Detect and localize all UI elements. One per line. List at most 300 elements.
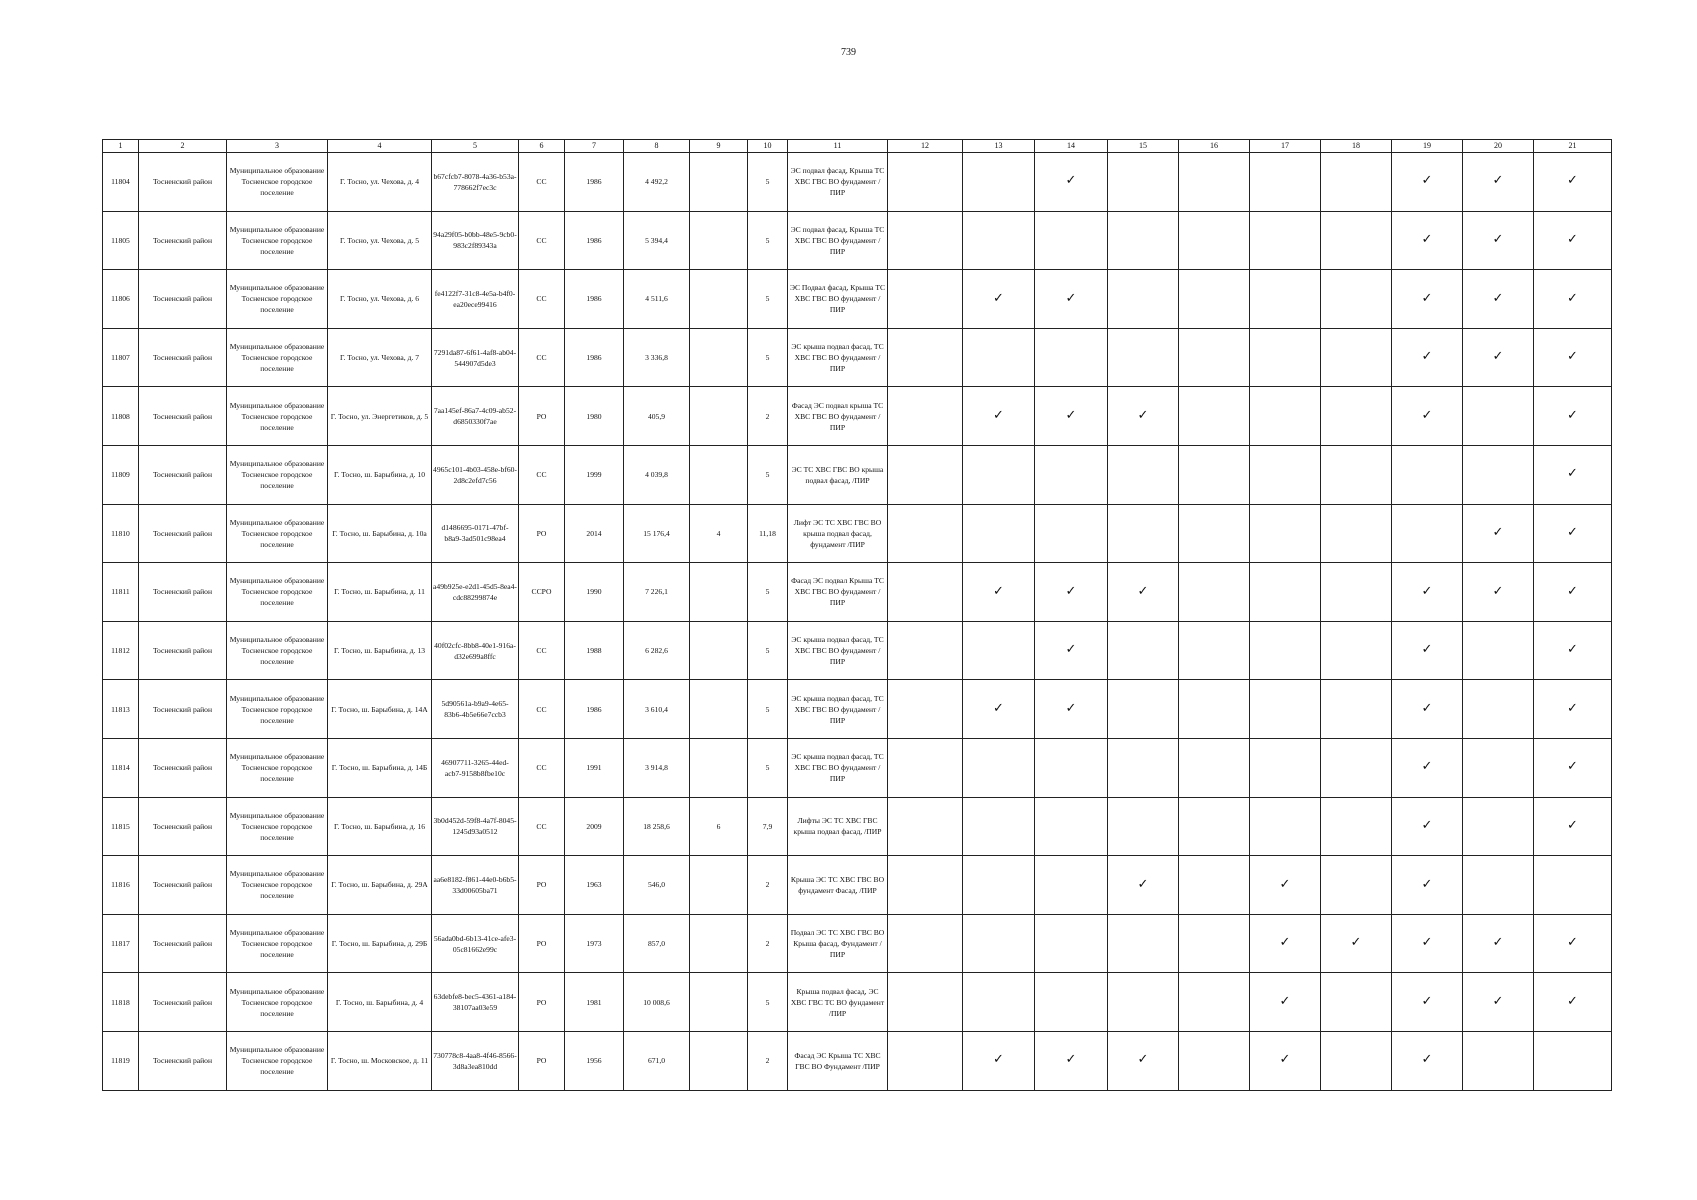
cell-col-6: СС xyxy=(519,270,565,329)
check-mark-cell: ✓ xyxy=(1534,797,1612,856)
cell-col-8: 857,0 xyxy=(624,914,690,973)
cell-col-11: Фасад ЭС Крыша ТС ХВС ГВС ВО Фундамент /ПИР xyxy=(788,1031,888,1090)
table-row xyxy=(103,680,1612,739)
check-mark-cell xyxy=(1035,797,1108,856)
column-header-12: 12 xyxy=(888,140,963,153)
check-mark-cell xyxy=(1321,270,1392,329)
cell-col-7: 1988 xyxy=(565,621,624,680)
column-header-5: 5 xyxy=(432,140,519,153)
check-mark-cell: ✓ xyxy=(1534,504,1612,563)
check-mark-cell xyxy=(1108,211,1179,270)
check-mark-cell xyxy=(888,153,963,212)
cell-col-10: 5 xyxy=(748,680,788,739)
cell-col-6: СС xyxy=(519,211,565,270)
check-mark-cell xyxy=(1179,563,1250,622)
cell-col-7: 1990 xyxy=(565,563,624,622)
check-mark-cell xyxy=(1250,328,1321,387)
cell-col-1: 11817 xyxy=(103,914,139,973)
cell-col-1: 11812 xyxy=(103,621,139,680)
check-mark-cell: ✓ xyxy=(1392,153,1463,212)
cell-col-4: Г. Тосно, ш. Барыбина, д. 10 xyxy=(328,445,432,504)
table-row xyxy=(103,211,1612,270)
cell-col-6: СС xyxy=(519,797,565,856)
check-mark-cell: ✓ xyxy=(1534,621,1612,680)
check-mark-cell xyxy=(1463,445,1534,504)
cell-col-8: 7 226,1 xyxy=(624,563,690,622)
check-mark-cell xyxy=(1179,270,1250,329)
check-mark-cell xyxy=(963,914,1035,973)
check-mark-cell xyxy=(1108,153,1179,212)
column-header-1: 1 xyxy=(103,140,139,153)
table-row xyxy=(103,563,1612,622)
check-mark-cell xyxy=(1179,445,1250,504)
check-mark-cell: ✓ xyxy=(1250,973,1321,1032)
check-mark-cell xyxy=(1463,621,1534,680)
cell-col-10: 2 xyxy=(748,387,788,446)
check-mark-cell xyxy=(963,973,1035,1032)
cell-col-8: 3 336,8 xyxy=(624,328,690,387)
cell-col-3: Муниципальное образование Тосненское городское поселение xyxy=(227,563,328,622)
table-row xyxy=(103,621,1612,680)
check-mark-cell xyxy=(888,914,963,973)
column-header-15: 15 xyxy=(1108,140,1179,153)
check-mark-cell: ✓ xyxy=(1392,914,1463,973)
cell-col-3: Муниципальное образование Тосненское городское поселение xyxy=(227,270,328,329)
check-mark-cell xyxy=(963,211,1035,270)
cell-col-10: 2 xyxy=(748,1031,788,1090)
column-header-4: 4 xyxy=(328,140,432,153)
check-mark-cell xyxy=(1108,973,1179,1032)
check-mark-cell: ✓ xyxy=(1534,973,1612,1032)
check-mark-cell xyxy=(888,563,963,622)
cell-col-10: 5 xyxy=(748,153,788,212)
cell-col-2: Тосненский район xyxy=(139,914,227,973)
check-mark-cell: ✓ xyxy=(963,680,1035,739)
check-mark-cell xyxy=(1179,973,1250,1032)
check-mark-cell xyxy=(1250,504,1321,563)
cell-col-6: СС xyxy=(519,153,565,212)
check-mark-cell: ✓ xyxy=(1250,914,1321,973)
column-number-row xyxy=(103,140,1612,153)
check-mark-cell xyxy=(1250,387,1321,446)
cell-col-5: 56ada0bd-6b13-41ce-afe3-05c81662e99c xyxy=(432,914,519,973)
cell-col-6: РО xyxy=(519,504,565,563)
cell-col-2: Тосненский район xyxy=(139,445,227,504)
check-mark-cell xyxy=(888,445,963,504)
column-header-16: 16 xyxy=(1179,140,1250,153)
check-mark-cell: ✓ xyxy=(1108,1031,1179,1090)
check-mark-cell xyxy=(1321,387,1392,446)
cell-col-7: 1991 xyxy=(565,738,624,797)
table-row xyxy=(103,270,1612,329)
check-mark-cell xyxy=(888,797,963,856)
cell-col-4: Г. Тосно, ш. Барыбина, д. 29А xyxy=(328,856,432,915)
cell-col-11: ЭС крыша подвал фасад, ТС ХВС ГВС ВО фундамент /ПИР xyxy=(788,621,888,680)
check-mark-cell xyxy=(1035,211,1108,270)
cell-col-8: 5 394,4 xyxy=(624,211,690,270)
check-mark-cell xyxy=(1179,387,1250,446)
check-mark-cell: ✓ xyxy=(1392,973,1463,1032)
table-body xyxy=(103,140,1612,1091)
cell-col-5: b67cfcb7-8078-4a36-b53a-778662f7ec3c xyxy=(432,153,519,212)
cell-col-1: 11813 xyxy=(103,680,139,739)
check-mark-cell: ✓ xyxy=(1534,211,1612,270)
cell-col-9 xyxy=(690,563,748,622)
cell-col-3: Муниципальное образование Тосненское городское поселение xyxy=(227,328,328,387)
check-mark-cell xyxy=(888,211,963,270)
check-mark-cell xyxy=(888,504,963,563)
cell-col-10: 5 xyxy=(748,211,788,270)
cell-col-9 xyxy=(690,1031,748,1090)
check-mark-cell xyxy=(1179,328,1250,387)
cell-col-5: 7aa145ef-86a7-4c09-ab52-d6850330f7ae xyxy=(432,387,519,446)
check-mark-cell: ✓ xyxy=(1108,856,1179,915)
cell-col-2: Тосненский район xyxy=(139,211,227,270)
cell-col-1: 11811 xyxy=(103,563,139,622)
check-mark-cell xyxy=(1534,856,1612,915)
cell-col-1: 11806 xyxy=(103,270,139,329)
cell-col-8: 4 039,8 xyxy=(624,445,690,504)
check-mark-cell: ✓ xyxy=(963,1031,1035,1090)
check-mark-cell: ✓ xyxy=(1392,680,1463,739)
check-mark-cell: ✓ xyxy=(1035,621,1108,680)
cell-col-8: 10 008,6 xyxy=(624,973,690,1032)
cell-col-5: aa6e8182-f861-44e0-b6b5-33d00605ba71 xyxy=(432,856,519,915)
cell-col-7: 1986 xyxy=(565,680,624,739)
check-mark-cell xyxy=(1392,504,1463,563)
check-mark-cell xyxy=(1108,680,1179,739)
cell-col-1: 11819 xyxy=(103,1031,139,1090)
check-mark-cell xyxy=(963,856,1035,915)
check-mark-cell xyxy=(1321,621,1392,680)
cell-col-5: 730778c8-4aa8-4f46-8566-3d8a3ea810dd xyxy=(432,1031,519,1090)
column-header-20: 20 xyxy=(1463,140,1534,153)
cell-col-4: Г. Тосно, ш. Барыбина, д. 14Б xyxy=(328,738,432,797)
check-mark-cell xyxy=(1035,738,1108,797)
check-mark-cell: ✓ xyxy=(1250,856,1321,915)
check-mark-cell xyxy=(1321,153,1392,212)
check-mark-cell xyxy=(963,328,1035,387)
cell-col-11: Лифт ЭС ТС ХВС ГВС ВО крыша подвал фасад, фундамент /ПИР xyxy=(788,504,888,563)
check-mark-cell: ✓ xyxy=(1108,563,1179,622)
cell-col-5: 46907711-3265-44ed-acb7-9158b8fbe10c xyxy=(432,738,519,797)
check-mark-cell: ✓ xyxy=(1534,563,1612,622)
cell-col-4: Г. Тосно, ул. Энергетиков, д. 5 xyxy=(328,387,432,446)
check-mark-cell xyxy=(1463,680,1534,739)
cell-col-3: Муниципальное образование Тосненское городское поселение xyxy=(227,504,328,563)
check-mark-cell: ✓ xyxy=(1392,738,1463,797)
check-mark-cell xyxy=(1179,738,1250,797)
check-mark-cell xyxy=(888,387,963,446)
table-row xyxy=(103,1031,1612,1090)
cell-col-2: Тосненский район xyxy=(139,621,227,680)
check-mark-cell: ✓ xyxy=(1463,328,1534,387)
check-mark-cell xyxy=(1534,1031,1612,1090)
cell-col-1: 11818 xyxy=(103,973,139,1032)
check-mark-cell: ✓ xyxy=(1463,270,1534,329)
cell-col-9 xyxy=(690,680,748,739)
cell-col-10: 5 xyxy=(748,738,788,797)
check-mark-cell xyxy=(1321,328,1392,387)
cell-col-2: Тосненский район xyxy=(139,1031,227,1090)
cell-col-9 xyxy=(690,973,748,1032)
check-mark-cell: ✓ xyxy=(1463,211,1534,270)
check-mark-cell: ✓ xyxy=(1392,387,1463,446)
check-mark-cell xyxy=(1321,797,1392,856)
cell-col-11: ЭС крыша подвал фасад, ТС ХВС ГВС ВО фундамент /ПИР xyxy=(788,680,888,739)
cell-col-1: 11810 xyxy=(103,504,139,563)
cell-col-4: Г. Тосно, ул. Чехова, д. 7 xyxy=(328,328,432,387)
cell-col-6: СС xyxy=(519,738,565,797)
check-mark-cell: ✓ xyxy=(1463,973,1534,1032)
check-mark-cell: ✓ xyxy=(1463,914,1534,973)
cell-col-8: 4 511,6 xyxy=(624,270,690,329)
check-mark-cell xyxy=(1179,856,1250,915)
check-mark-cell xyxy=(1463,1031,1534,1090)
cell-col-4: Г. Тосно, ш. Барыбина, д. 29Б xyxy=(328,914,432,973)
check-mark-cell: ✓ xyxy=(1250,1031,1321,1090)
check-mark-cell: ✓ xyxy=(1463,504,1534,563)
check-mark-cell xyxy=(1035,973,1108,1032)
cell-col-7: 1973 xyxy=(565,914,624,973)
cell-col-9 xyxy=(690,387,748,446)
check-mark-cell: ✓ xyxy=(1035,680,1108,739)
cell-col-7: 2014 xyxy=(565,504,624,563)
cell-col-8: 4 492,2 xyxy=(624,153,690,212)
check-mark-cell: ✓ xyxy=(1108,387,1179,446)
check-mark-cell xyxy=(1250,738,1321,797)
check-mark-cell xyxy=(1108,328,1179,387)
cell-col-10: 11,18 xyxy=(748,504,788,563)
table-row xyxy=(103,914,1612,973)
column-header-14: 14 xyxy=(1035,140,1108,153)
check-mark-cell: ✓ xyxy=(1392,856,1463,915)
check-mark-cell xyxy=(1108,270,1179,329)
check-mark-cell xyxy=(1321,856,1392,915)
page-number: 739 xyxy=(841,47,856,58)
check-mark-cell xyxy=(1108,797,1179,856)
check-mark-cell xyxy=(888,621,963,680)
check-mark-cell xyxy=(1035,504,1108,563)
check-mark-cell: ✓ xyxy=(1321,914,1392,973)
table-row xyxy=(103,445,1612,504)
check-mark-cell xyxy=(1250,445,1321,504)
cell-col-10: 5 xyxy=(748,270,788,329)
cell-col-8: 405,9 xyxy=(624,387,690,446)
cell-col-5: 3b0d452d-59f8-4a7f-8045-1245d93a0512 xyxy=(432,797,519,856)
cell-col-7: 1986 xyxy=(565,328,624,387)
check-mark-cell: ✓ xyxy=(963,270,1035,329)
cell-col-7: 1963 xyxy=(565,856,624,915)
cell-col-2: Тосненский район xyxy=(139,738,227,797)
cell-col-10: 5 xyxy=(748,621,788,680)
cell-col-4: Г. Тосно, ул. Чехова, д. 6 xyxy=(328,270,432,329)
check-mark-cell xyxy=(1321,973,1392,1032)
check-mark-cell xyxy=(1108,621,1179,680)
cell-col-1: 11816 xyxy=(103,856,139,915)
cell-col-3: Муниципальное образование Тосненское городское поселение xyxy=(227,914,328,973)
column-header-10: 10 xyxy=(748,140,788,153)
check-mark-cell xyxy=(963,445,1035,504)
cell-col-2: Тосненский район xyxy=(139,328,227,387)
cell-col-11: ЭС крыша подвал фасад, ТС ХВС ГВС ВО фундамент /ПИР xyxy=(788,328,888,387)
check-mark-cell xyxy=(963,738,1035,797)
check-mark-cell xyxy=(1321,211,1392,270)
check-mark-cell: ✓ xyxy=(1534,328,1612,387)
table-row xyxy=(103,387,1612,446)
cell-col-4: Г. Тосно, ш. Московское, д. 11 xyxy=(328,1031,432,1090)
cell-col-11: Подвал ЭС ТС ХВС ГВС ВО Крыша фасад, Фундамент /ПИР xyxy=(788,914,888,973)
column-header-2: 2 xyxy=(139,140,227,153)
check-mark-cell: ✓ xyxy=(1534,680,1612,739)
column-header-8: 8 xyxy=(624,140,690,153)
check-mark-cell xyxy=(1108,445,1179,504)
cell-col-3: Муниципальное образование Тосненское городское поселение xyxy=(227,211,328,270)
cell-col-3: Муниципальное образование Тосненское городское поселение xyxy=(227,1031,328,1090)
cell-col-6: СС xyxy=(519,621,565,680)
column-header-13: 13 xyxy=(963,140,1035,153)
cell-col-4: Г. Тосно, ш. Барыбина, д. 16 xyxy=(328,797,432,856)
check-mark-cell: ✓ xyxy=(1463,153,1534,212)
cell-col-2: Тосненский район xyxy=(139,973,227,1032)
check-mark-cell: ✓ xyxy=(1534,153,1612,212)
cell-col-9 xyxy=(690,445,748,504)
cell-col-1: 11814 xyxy=(103,738,139,797)
cell-col-2: Тосненский район xyxy=(139,387,227,446)
cell-col-1: 11804 xyxy=(103,153,139,212)
check-mark-cell: ✓ xyxy=(963,563,1035,622)
check-mark-cell xyxy=(1108,504,1179,563)
cell-col-11: Крыша ЭС ТС ХВС ГВС ВО фундамент Фасад, /ПИР xyxy=(788,856,888,915)
cell-col-9 xyxy=(690,328,748,387)
check-mark-cell: ✓ xyxy=(1463,563,1534,622)
cell-col-4: Г. Тосно, ш. Барыбина, д. 4 xyxy=(328,973,432,1032)
table-row xyxy=(103,973,1612,1032)
cell-col-11: ЭС Подвал фасад, Крыша ТС ХВС ГВС ВО фундамент /ПИР xyxy=(788,270,888,329)
check-mark-cell xyxy=(1179,680,1250,739)
check-mark-cell: ✓ xyxy=(1392,563,1463,622)
cell-col-9 xyxy=(690,738,748,797)
check-mark-cell xyxy=(1179,914,1250,973)
check-mark-cell: ✓ xyxy=(1534,738,1612,797)
cell-col-2: Тосненский район xyxy=(139,797,227,856)
check-mark-cell xyxy=(1463,738,1534,797)
cell-col-7: 1986 xyxy=(565,153,624,212)
cell-col-5: 94a29f05-b0bb-48e5-9cb0-983c2f89343a xyxy=(432,211,519,270)
cell-col-9 xyxy=(690,914,748,973)
check-mark-cell: ✓ xyxy=(1392,270,1463,329)
cell-col-3: Муниципальное образование Тосненское городское поселение xyxy=(227,153,328,212)
table-row xyxy=(103,856,1612,915)
cell-col-8: 3 610,4 xyxy=(624,680,690,739)
check-mark-cell xyxy=(1179,211,1250,270)
check-mark-cell xyxy=(1321,738,1392,797)
cell-col-2: Тосненский район xyxy=(139,856,227,915)
cell-col-4: Г. Тосно, ш. Барыбина, д. 10а xyxy=(328,504,432,563)
check-mark-cell xyxy=(1250,797,1321,856)
column-header-6: 6 xyxy=(519,140,565,153)
cell-col-11: Лифты ЭС ТС ХВС ГВС крыша подвал фасад, /ПИР xyxy=(788,797,888,856)
cell-col-11: ЭС ТС ХВС ГВС ВО крыша подвал фасад, /ПИР xyxy=(788,445,888,504)
column-header-19: 19 xyxy=(1392,140,1463,153)
cell-col-8: 3 914,8 xyxy=(624,738,690,797)
check-mark-cell: ✓ xyxy=(1534,270,1612,329)
check-mark-cell xyxy=(1179,1031,1250,1090)
cell-col-1: 11815 xyxy=(103,797,139,856)
cell-col-6: СС xyxy=(519,328,565,387)
cell-col-9: 4 xyxy=(690,504,748,563)
check-mark-cell xyxy=(1392,445,1463,504)
check-mark-cell xyxy=(1321,680,1392,739)
check-mark-cell xyxy=(1035,856,1108,915)
check-mark-cell: ✓ xyxy=(1035,1031,1108,1090)
check-mark-cell xyxy=(1250,680,1321,739)
check-mark-cell xyxy=(963,621,1035,680)
cell-col-1: 11808 xyxy=(103,387,139,446)
check-mark-cell: ✓ xyxy=(1392,328,1463,387)
table-row xyxy=(103,504,1612,563)
check-mark-cell xyxy=(1035,328,1108,387)
check-mark-cell xyxy=(1179,153,1250,212)
check-mark-cell xyxy=(1108,738,1179,797)
cell-col-2: Тосненский район xyxy=(139,680,227,739)
cell-col-10: 7,9 xyxy=(748,797,788,856)
cell-col-2: Тосненский район xyxy=(139,270,227,329)
check-mark-cell: ✓ xyxy=(1035,387,1108,446)
cell-col-6: РО xyxy=(519,856,565,915)
check-mark-cell xyxy=(1321,445,1392,504)
cell-col-11: Фасад ЭС подвал Крыша ТС ХВС ГВС ВО фундамент /ПИР xyxy=(788,563,888,622)
check-mark-cell: ✓ xyxy=(1392,1031,1463,1090)
check-mark-cell xyxy=(888,1031,963,1090)
cell-col-10: 2 xyxy=(748,914,788,973)
cell-col-10: 5 xyxy=(748,563,788,622)
cell-col-6: СС xyxy=(519,445,565,504)
cell-col-3: Муниципальное образование Тосненское городское поселение xyxy=(227,445,328,504)
cell-col-6: СС xyxy=(519,680,565,739)
cell-col-8: 546,0 xyxy=(624,856,690,915)
cell-col-5: fe4122f7-31c8-4e5a-b4f0-ea20ece99416 xyxy=(432,270,519,329)
check-mark-cell xyxy=(1250,621,1321,680)
column-header-17: 17 xyxy=(1250,140,1321,153)
column-header-3: 3 xyxy=(227,140,328,153)
cell-col-7: 2009 xyxy=(565,797,624,856)
cell-col-7: 1956 xyxy=(565,1031,624,1090)
check-mark-cell: ✓ xyxy=(1392,621,1463,680)
check-mark-cell: ✓ xyxy=(1534,387,1612,446)
cell-col-10: 5 xyxy=(748,973,788,1032)
check-mark-cell: ✓ xyxy=(1534,914,1612,973)
cell-col-7: 1999 xyxy=(565,445,624,504)
check-mark-cell xyxy=(1250,153,1321,212)
check-mark-cell xyxy=(1250,211,1321,270)
check-mark-cell: ✓ xyxy=(1392,211,1463,270)
cell-col-11: Фасад ЭС подвал крыша ТС ХВС ГВС ВО фундамент /ПИР xyxy=(788,387,888,446)
cell-col-10: 5 xyxy=(748,445,788,504)
check-mark-cell xyxy=(1321,563,1392,622)
cell-col-2: Тосненский район xyxy=(139,504,227,563)
check-mark-cell: ✓ xyxy=(1035,270,1108,329)
cell-col-9 xyxy=(690,270,748,329)
cell-col-1: 11809 xyxy=(103,445,139,504)
check-mark-cell xyxy=(888,270,963,329)
check-mark-cell xyxy=(1179,621,1250,680)
check-mark-cell xyxy=(1250,563,1321,622)
check-mark-cell xyxy=(1321,1031,1392,1090)
cell-col-4: Г. Тосно, ш. Барыбина, д. 14А xyxy=(328,680,432,739)
cell-col-5: 7291da87-6f61-4af8-ab04-544907d5de3 xyxy=(432,328,519,387)
cell-col-6: РО xyxy=(519,914,565,973)
